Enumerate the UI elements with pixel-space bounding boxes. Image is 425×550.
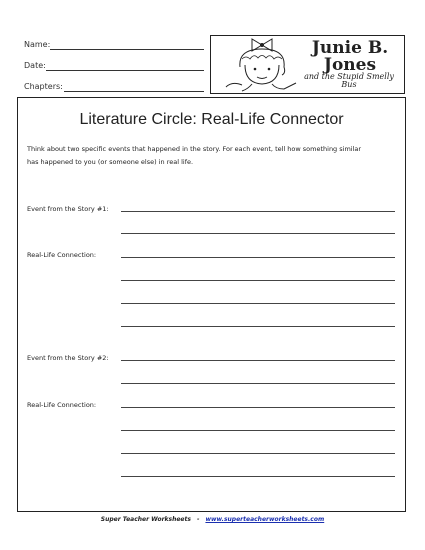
connection-1-line-3[interactable]: [121, 303, 395, 304]
book-logo: [210, 35, 405, 94]
connection-1-line-2[interactable]: [121, 280, 395, 281]
girl-with-bow-illustration: [212, 37, 300, 92]
event-1-line-1[interactable]: [121, 211, 395, 212]
event-1-label: Event from the Story #1:: [27, 205, 109, 213]
footer-separator: -: [196, 516, 200, 523]
chapters-line[interactable]: [64, 91, 204, 92]
event-2-line-2[interactable]: [121, 383, 395, 384]
event-2-line-1[interactable]: [121, 360, 395, 361]
name-line[interactable]: [50, 49, 204, 50]
connection-1-label: Real-Life Connection:: [27, 251, 97, 259]
connection-2-line-2[interactable]: [121, 430, 395, 431]
footer: [0, 516, 425, 523]
footer-link[interactable]: www.superteacherworksheets.com: [205, 516, 325, 523]
connection-2-line-4[interactable]: [121, 476, 395, 477]
event-1-line-2[interactable]: [121, 233, 395, 234]
chapters-label: Chapters:: [24, 82, 63, 91]
connection-1-line-4[interactable]: [121, 326, 395, 327]
instructions-line-1: Think about two specific events that happened in the story. For each event, tell how something similar: [27, 145, 362, 153]
instructions: [27, 143, 405, 169]
date-label: Date:: [24, 61, 46, 70]
event-2-label: Event from the Story #2:: [27, 354, 109, 362]
book-title: Junie B. Jones: [311, 38, 389, 75]
connection-2-line-1[interactable]: [121, 407, 395, 408]
name-label: Name:: [24, 40, 51, 49]
connection-2-line-3[interactable]: [121, 453, 395, 454]
connection-2-label: Real-Life Connection:: [27, 401, 97, 409]
book-subtitle: and the Stupid Smelly Bus: [304, 72, 394, 89]
worksheet-box: [17, 97, 406, 512]
connection-1-line-1[interactable]: [121, 257, 395, 258]
date-line[interactable]: [46, 70, 204, 71]
footer-brand: Super Teacher Worksheets: [100, 516, 191, 523]
worksheet-title: Literature Circle: Real-Life Connector: [79, 111, 344, 128]
instructions-line-2: has happened to you (or someone else) in real life.: [27, 158, 194, 166]
